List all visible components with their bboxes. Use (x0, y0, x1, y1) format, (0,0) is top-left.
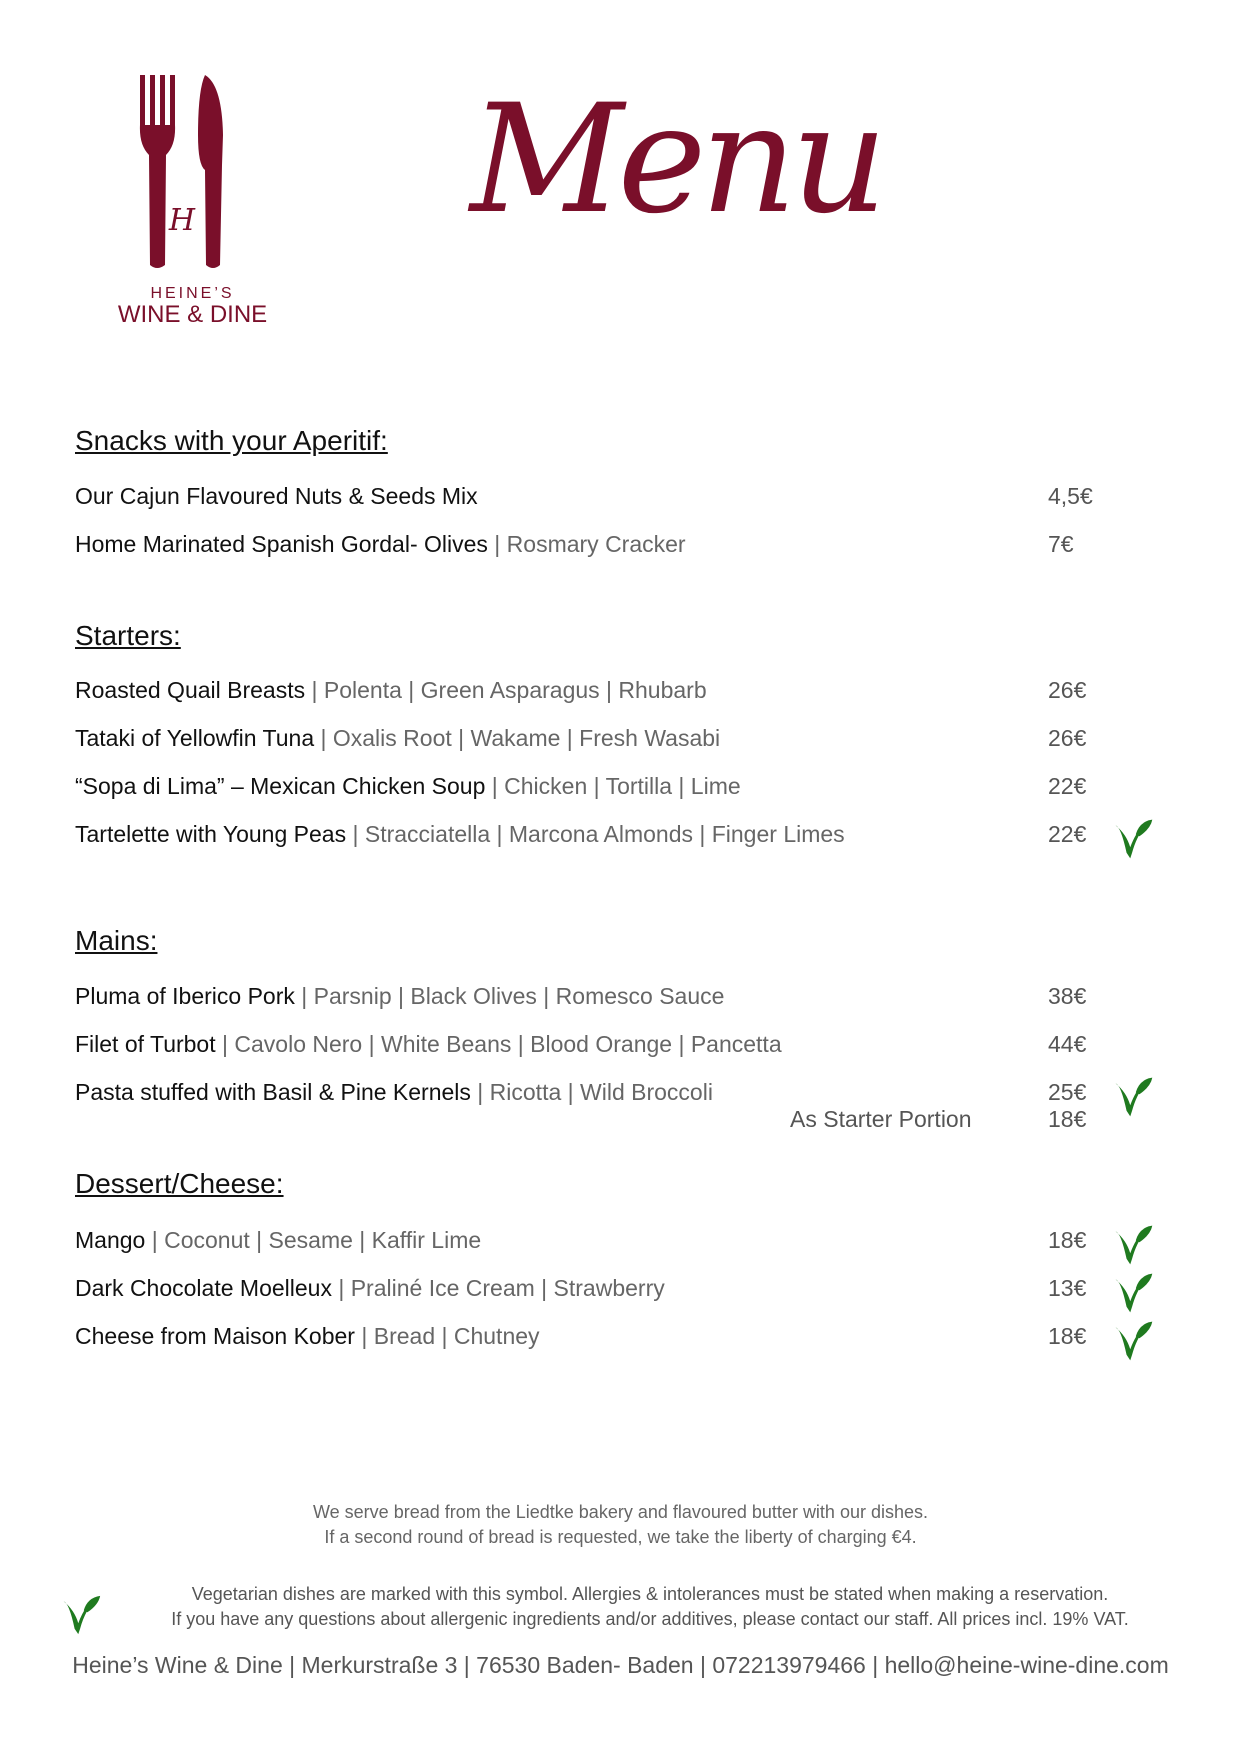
separator: | (305, 677, 324, 703)
logo-monogram: H (168, 203, 196, 238)
menu-item (75, 526, 1175, 562)
dish-price: 26€ (1048, 677, 1087, 703)
dish-name: Roasted Quail Breasts (75, 677, 306, 703)
leaf-v-icon (1110, 1072, 1156, 1122)
menu-item (75, 1270, 1175, 1306)
dish-price: 18€ (1048, 1323, 1087, 1349)
dish-description: Cavolo Nero | White Beans | Blood Orange | Pancetta (234, 1031, 782, 1057)
section-title: Snacks with your Aperitif: (75, 425, 388, 456)
section-title: Mains: (75, 925, 158, 956)
dish-description: Stracciatella | Marcona Almonds | Finger Limes (364, 821, 845, 847)
menu-item (75, 816, 1175, 852)
dish-price: 22€ (1048, 821, 1087, 847)
leaf-v-icon (1110, 1268, 1156, 1318)
dish-description: Chicken | Tortilla | Lime (504, 773, 741, 799)
dish-name: Pluma of Iberico Pork (75, 983, 295, 1009)
menu-item (75, 1318, 1175, 1354)
restaurant-logo (105, 75, 280, 335)
dish-name: Tataki of Yellowfin Tuna (75, 725, 315, 751)
menu-item (75, 720, 1175, 756)
dish-name: Home Marinated Spanish Gordal- Olives (75, 531, 488, 557)
dish-price: 25€ (1048, 1079, 1087, 1105)
dish-name: Our Cajun Flavoured Nuts & Seeds Mix (75, 483, 478, 509)
menu-item (75, 1074, 1175, 1110)
separator: | (346, 821, 365, 847)
leaf-v-icon (60, 1590, 102, 1640)
logo-brand-small: HEINE’S (150, 285, 235, 302)
separator: | (470, 1079, 490, 1105)
dish-description: Rosmary Cracker (506, 531, 686, 557)
dish-description: Praliné Ice Cream | Strawberry (350, 1275, 665, 1301)
dish-price: 7€ (1048, 531, 1074, 557)
starter-portion-label: As Starter Portion (790, 1106, 972, 1132)
dish-price: 13€ (1048, 1275, 1087, 1301)
dish-name: “Sopa di Lima” – Mexican Chicken Soup (75, 773, 486, 799)
leaf-v-icon (1110, 1316, 1156, 1366)
starter-portion-price: 18€ (1048, 1106, 1087, 1132)
menu-item (75, 478, 1175, 514)
dish-name: Tartelette with Young Peas (75, 821, 347, 847)
dish-price: 38€ (1048, 983, 1087, 1009)
dish-name: Mango (75, 1227, 146, 1253)
dish-description: Coconut | Sesame | Kaffir Lime (164, 1227, 482, 1253)
fork-knife-icon (130, 75, 260, 285)
dish-description: Ricotta | Wild Broccoli (489, 1079, 713, 1105)
dish-price: 44€ (1048, 1031, 1087, 1057)
dish-name: Filet of Turbot (75, 1031, 216, 1057)
menu-item (75, 768, 1175, 804)
footer-contact: Heine’s Wine & Dine | Merkurstraße 3 | 76530 Baden- Baden | 072213979466 | hello@heine-wine-dine.com (72, 1652, 1169, 1678)
separator: | (215, 1031, 235, 1057)
dish-price: 4,5€ (1048, 483, 1093, 509)
dish-description: Oxalis Root | Wakame | Fresh Wasabi (332, 725, 721, 751)
dish-description: Bread | Chutney (373, 1323, 540, 1349)
section-title: Starters: (75, 620, 181, 651)
dish-price: 22€ (1048, 773, 1087, 799)
bread-note-2: If a second round of bread is requested, we take the liberty of charging €4. (324, 1527, 917, 1547)
veg-note-1: Vegetarian dishes are marked with this symbol. Allergies & intolerances must be stated when making a reservation. (191, 1584, 1109, 1604)
dish-name: Cheese from Maison Kober (75, 1323, 355, 1349)
menu-item (75, 1026, 1175, 1062)
dish-name: Dark Chocolate Moelleux (75, 1275, 332, 1301)
dish-description: Parsnip | Black Olives | Romesco Sauce (313, 983, 725, 1009)
bread-note-1: We serve bread from the Liedtke bakery and flavoured butter with our dishes. (313, 1502, 928, 1522)
page-title: Menu (470, 73, 882, 247)
dish-description: Polenta | Green Asparagus | Rhubarb (323, 677, 707, 703)
dish-name: Pasta stuffed with Basil & Pine Kernels (75, 1079, 471, 1105)
dish-price: 26€ (1048, 725, 1087, 751)
logo-brand-main: WINE & DINE (117, 301, 268, 328)
menu-item (75, 1222, 1175, 1258)
separator: | (487, 531, 507, 557)
separator: | (314, 725, 333, 751)
separator: | (294, 983, 314, 1009)
separator: | (485, 773, 505, 799)
separator: | (354, 1323, 374, 1349)
section-title: Dessert/Cheese: (75, 1168, 284, 1199)
menu-item (75, 672, 1175, 708)
separator: | (331, 1275, 351, 1301)
menu-item (75, 978, 1175, 1014)
dish-price: 18€ (1048, 1227, 1087, 1253)
leaf-v-icon (1110, 1220, 1156, 1270)
leaf-v-icon (1110, 814, 1156, 864)
separator: | (145, 1227, 165, 1253)
veg-note-2: If you have any questions about allergenic ingredients and/or additives, please contact our staff. All prices incl. 19% VAT. (171, 1609, 1129, 1629)
